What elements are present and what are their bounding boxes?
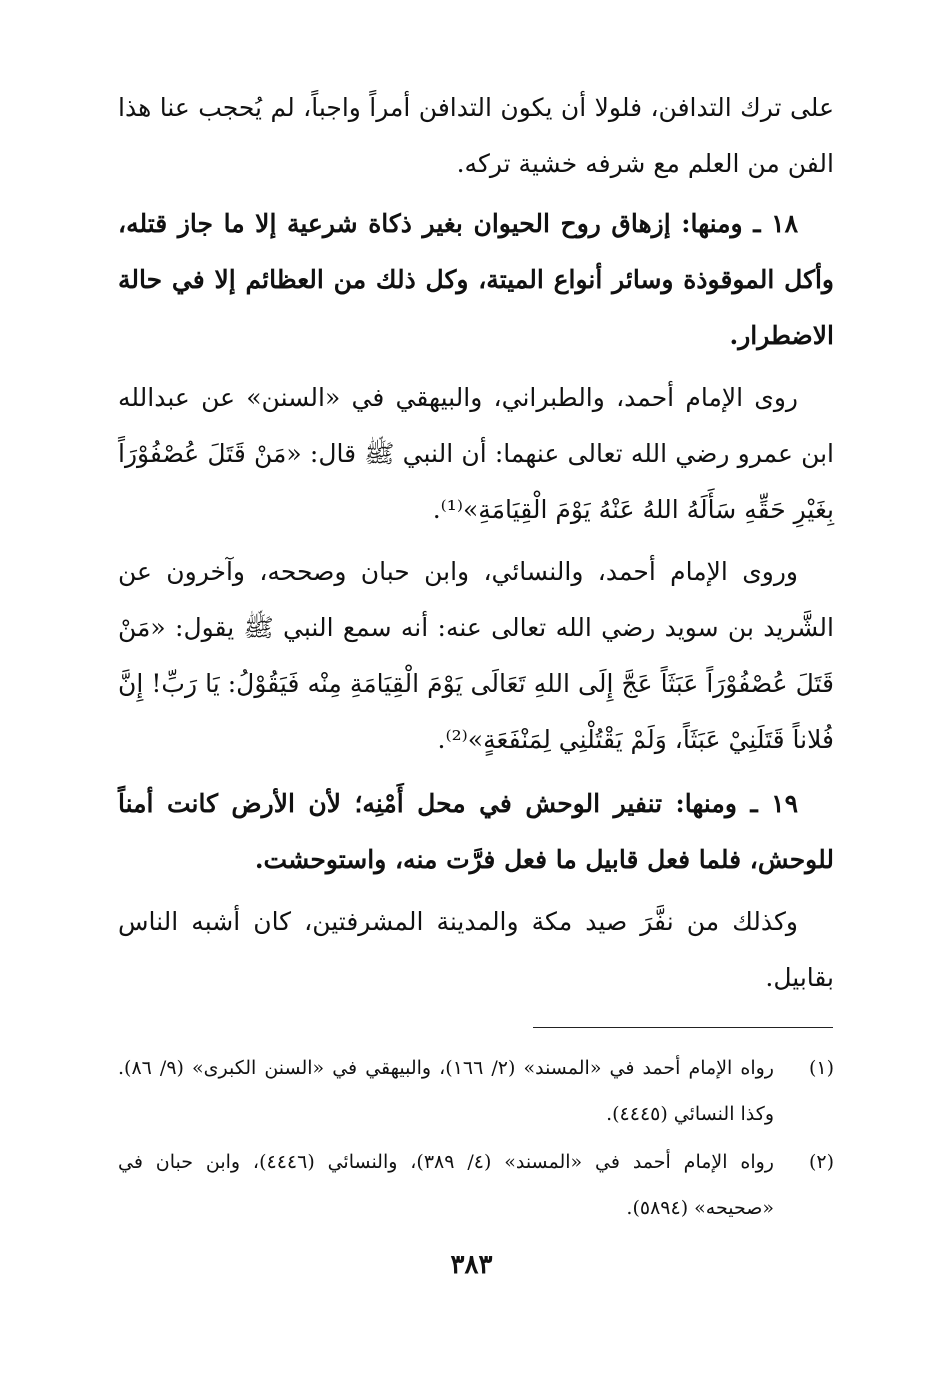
footnote-text: رواه الإمام أحمد في «المسند» (٤/ ٣٨٩)، والنسائي (٤٤٤٦)، وابن حبان في «صحيحه» (٥٨٩٤). [118, 1151, 774, 1219]
paragraph-item-18: ١٨ ـ ومنها: إزهاق روح الحيوان بغير ذكاة شرعية إلا ما جاز قتله، وأكل الموقوذة وسائر أنواع الميتة، وكل ذلك من العظائم إلا في حالة الاضطرار. [118, 209, 834, 350]
footnote-number: (١) [808, 1057, 834, 1079]
footnote-text: رواه الإمام أحمد في «المسند» (٢/ ١٦٦)، والبيهقي في «السنن الكبرى» (٩/ ٨٦). وكذا النسائي (٤٤٤٥). [118, 1057, 774, 1125]
paragraph-hadith-1: روى الإمام أحمد، والطبراني، والبيهقي في «السنن» عن عبدالله ابن عمرو رضي الله تعالى عنهما: أن النبي ﷺ قال: «مَنْ قَتَلَ عُصْفُوْرَاً بِغَيْرِ حَقِّهِ سَأَلَهُ اللهُ عَنْهُ يَوْمَ الْقِيَامَةِ»⁽¹⁾. [118, 383, 834, 524]
footnote-1 [118, 1045, 834, 1137]
footnote-number: (٢) [808, 1151, 834, 1173]
paragraph-conclusion: وكذلك من نفَّرَ صيد مكة والمدينة المشرفتين، كان أشبه الناس بقابيل. [118, 907, 834, 992]
paragraph-hadith-2: وروى الإمام أحمد، والنسائي، وابن حبان وصححه، وآخرون عن الشَّريد بن سويد رضي الله تعالى عنه: أنه سمع النبي ﷺ يقول: «مَنْ قَتَلَ عُصْفُوْرَاً عَبَثَاً عَجَّ إِلَى اللهِ تَعَالَى يَوْمَ الْقِيَامَةِ مِنْه فَيَقُوْلُ: يَا رَبِّ! إِنَّ فُلاناً قَتَلَنِيْ عَبَثَاً، وَلَمْ يَقْتُلْنِي لِمَنْفَعَةٍ»⁽²⁾. [118, 557, 834, 754]
page-number: ٣٨٣ [450, 1250, 493, 1280]
footnotes [118, 1045, 834, 1231]
paragraph-1: على ترك التدافن، فلولا أن يكون التدافن أمراً واجباً، لم يُحجب عنا هذا الفن من العلم مع شرفه خشية تركه. [118, 93, 834, 178]
paragraph-item-19: ١٩ ـ ومنها: تنفير الوحش في محل أَمْنِه؛ لأن الأرض كانت أمناً للوحش، فلما فعل قابيل ما فعل فرَّت منه، واستوحشت. [118, 789, 834, 874]
footnote-separator [533, 1027, 833, 1028]
page-body [118, 80, 834, 1006]
footnote-2 [118, 1139, 834, 1231]
